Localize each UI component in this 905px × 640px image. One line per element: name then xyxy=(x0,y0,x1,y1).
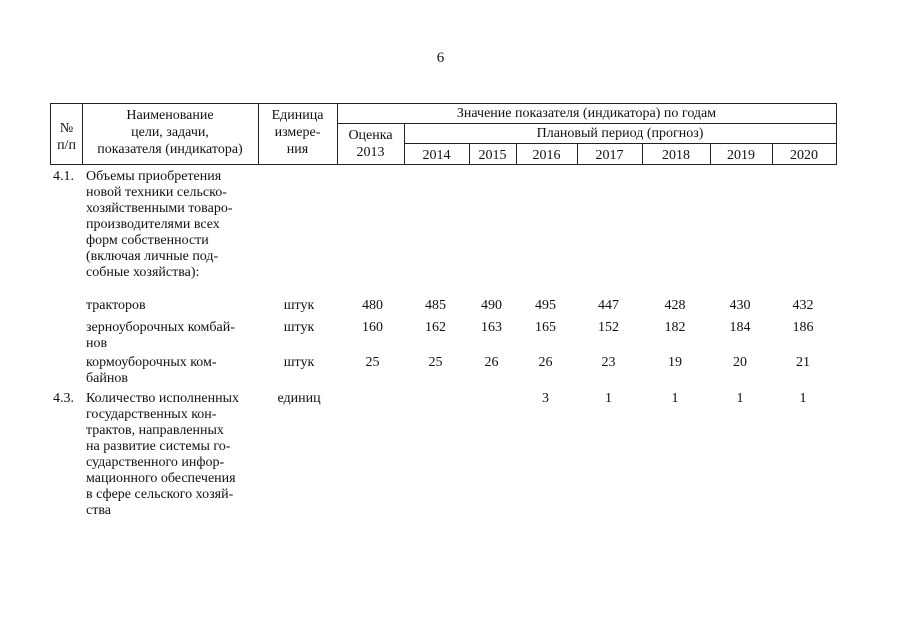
column-header-year: 2016 xyxy=(532,148,561,163)
value-cell: 1 xyxy=(736,391,744,406)
row-number: 4.3. xyxy=(53,391,74,406)
column-header-values-title: Значение показателя (индикатора) по годам xyxy=(456,106,717,121)
column-header-plan-period: Плановый период (прогноз) xyxy=(536,126,704,141)
row-unit: штук xyxy=(283,320,315,335)
row-unit: штук xyxy=(283,355,315,370)
value-cell: 19 xyxy=(668,355,682,370)
value-cell: 23 xyxy=(601,355,616,370)
page-number: 6 xyxy=(436,50,445,66)
value-cell: 26 xyxy=(484,355,499,370)
column-header-name: Наименование цели, задачи, показателя (индикатора) xyxy=(97,108,243,157)
value-cell: 165 xyxy=(535,320,556,335)
value-cell: 430 xyxy=(729,298,751,313)
value-cell: 3 xyxy=(542,391,549,406)
column-header-year: 2017 xyxy=(595,148,624,163)
row-unit: штук xyxy=(283,298,315,313)
value-cell: 480 xyxy=(362,298,383,313)
value-cell: 25 xyxy=(428,355,443,370)
column-header-year: 2019 xyxy=(727,148,755,163)
value-cell: 184 xyxy=(729,320,751,335)
row-name: Количество исполненных государственных кон- трактов, направленных на развитие системы го- сударственного инфор- мационного обеспечения в сфере сельского хозяй- ства xyxy=(86,391,239,518)
column-header-year: 2015 xyxy=(478,148,507,163)
column-header-year: 2020 xyxy=(790,148,818,163)
value-cell: 1 xyxy=(605,391,612,406)
value-cell: 160 xyxy=(362,320,383,335)
value-cell: 163 xyxy=(481,320,502,335)
row-unit: единиц xyxy=(277,391,321,406)
value-cell: 186 xyxy=(792,320,814,335)
column-header-year: 2018 xyxy=(662,148,690,163)
value-cell: 1 xyxy=(799,391,807,406)
value-cell: 432 xyxy=(792,298,814,313)
column-header-estimate: Оценка 2013 xyxy=(348,128,393,160)
row-name: Объемы приобретения новой техники сельско- хозяйственными товаро- производителями всех форм собственности (включая личные под- собные хозяйства): xyxy=(86,169,233,280)
column-header-number: № п/п xyxy=(57,121,76,153)
row-name: зерноуборочных комбай- нов xyxy=(86,320,235,351)
table-header xyxy=(50,103,837,165)
value-cell: 26 xyxy=(538,355,553,370)
value-cell: 495 xyxy=(535,298,556,313)
row-name: тракторов xyxy=(86,298,146,313)
value-cell: 485 xyxy=(425,298,446,313)
value-cell: 21 xyxy=(796,355,810,370)
value-cell: 1 xyxy=(671,391,679,406)
row-name: кормоуборочных ком- байнов xyxy=(86,355,217,386)
value-cell: 20 xyxy=(733,355,747,370)
value-cell: 162 xyxy=(425,320,446,335)
value-cell: 25 xyxy=(365,355,380,370)
value-cell: 182 xyxy=(664,320,686,335)
value-cell: 428 xyxy=(664,298,686,313)
column-header-year: 2014 xyxy=(422,148,451,163)
value-cell: 447 xyxy=(598,298,619,313)
value-cell: 490 xyxy=(481,298,502,313)
row-number: 4.1. xyxy=(53,169,74,184)
column-header-unit: Единица измере- ния xyxy=(271,108,324,157)
value-cell: 152 xyxy=(598,320,619,335)
